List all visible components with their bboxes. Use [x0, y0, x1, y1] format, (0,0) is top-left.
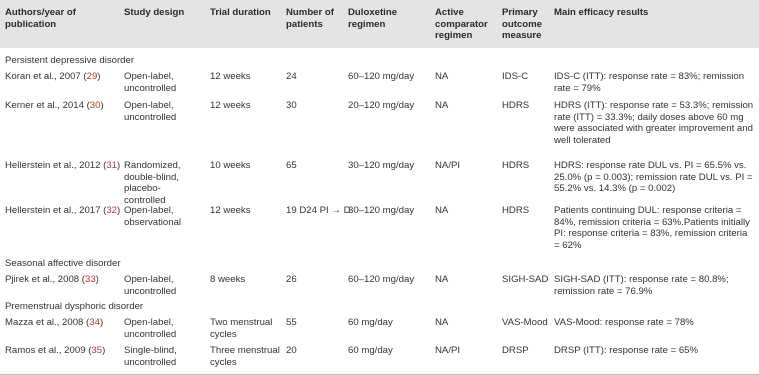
- author-close: ): [117, 160, 121, 171]
- author-cell: [5, 317, 123, 329]
- author-text: Kerner et al., 2014 (: [5, 100, 90, 111]
- reference-link[interactable]: 31: [106, 160, 117, 171]
- reference-link[interactable]: 33: [85, 274, 96, 285]
- comparator-cell: NA/PI: [435, 345, 461, 356]
- reference-link[interactable]: 35: [91, 345, 103, 356]
- design-cell: Open-label, uncontrolled: [124, 100, 177, 123]
- comparator-cell: NA: [435, 71, 449, 82]
- results-cell: Patients continuing DUL: response criteria = 84%, remission criteria = 63%.Patients initially PI: response criteria = 83%, remission criteria = 62%: [554, 205, 750, 251]
- author-text: Hellerstein et al., 2017 (: [5, 205, 107, 216]
- regimen-cell: 20–120 mg/day: [348, 100, 415, 111]
- outcome-cell: DRSP: [502, 345, 529, 356]
- patients-cell: 30: [286, 100, 297, 111]
- regimen-cell: 30–120 mg/day: [348, 205, 415, 216]
- author-text: Pjirek et al., 2008 (: [5, 274, 85, 285]
- author-text: Koran et al., 2007 (: [5, 71, 87, 82]
- outcome-cell: SIGH-SAD: [502, 274, 549, 285]
- patients-cell: 65: [286, 160, 297, 171]
- patients-cell: 55: [286, 317, 297, 328]
- author-cell: [5, 345, 123, 357]
- outcome-cell: HDRS: [502, 100, 530, 111]
- author-close: ): [100, 100, 104, 111]
- duration-cell: 12 weeks: [210, 205, 251, 216]
- author-cell: [5, 71, 123, 83]
- design-cell: Open-label, uncontrolled: [124, 71, 177, 94]
- outcome-cell: VAS-Mood: [502, 317, 548, 328]
- duration-cell: 12 weeks: [210, 71, 251, 82]
- reference-link[interactable]: 30: [89, 100, 101, 111]
- regimen-cell: 30–120 mg/day: [348, 160, 415, 171]
- design-cell: Randomized, double-blind, placebo-controlled: [124, 160, 181, 206]
- author-cell: [5, 160, 123, 172]
- author-text: Mazza et al., 2008 (: [5, 317, 90, 328]
- comparator-cell: NA: [435, 274, 449, 285]
- section-persistent-depressive: Persistent depressive disorder: [5, 55, 135, 66]
- duration-cell: 10 weeks: [210, 160, 251, 171]
- header-patients: Number of patients: [286, 7, 334, 30]
- duration-cell: Two menstrual cycles: [210, 317, 273, 340]
- header-results: Main efficacy results: [554, 7, 649, 18]
- reference-link[interactable]: 29: [86, 71, 98, 82]
- results-cell: VAS-Mood: response rate = 78%: [554, 317, 694, 328]
- author-cell: [5, 274, 123, 286]
- author-cell: [5, 100, 123, 112]
- header-design: Study design: [124, 7, 185, 18]
- comparator-cell: NA: [435, 100, 449, 111]
- duration-cell: Three menstrual cycles: [210, 345, 280, 368]
- header-outcome: Primary outcome measure: [502, 7, 542, 41]
- reference-link[interactable]: 34: [89, 317, 100, 328]
- duration-cell: 8 weeks: [210, 274, 246, 285]
- duration-cell: 12 weeks: [210, 100, 251, 111]
- section-seasonal-affective: Seasonal affective disorder: [5, 258, 121, 269]
- table-header: [0, 0, 759, 48]
- design-cell: Single-blind, uncontrolled: [124, 345, 177, 368]
- author-cell: [5, 205, 123, 217]
- results-cell: HDRS (ITT): response rate = 53.3%; remission rate (ITT) = 33.3%; daily doses above 60 mg were associated with greater improvement and well tolerated: [554, 100, 754, 146]
- regimen-cell: 60 mg/day: [348, 345, 393, 356]
- header-comparator: Active comparator regimen: [435, 7, 488, 41]
- author-close: ): [117, 205, 121, 216]
- comparator-cell: NA: [435, 317, 449, 328]
- author-close: ): [99, 317, 104, 328]
- results-cell: DRSP (ITT): response rate = 65%: [554, 345, 699, 356]
- author-close: ): [102, 345, 106, 356]
- patients-cell: 19 D24 PI → D: [286, 205, 351, 216]
- design-cell: Open-label, uncontrolled: [124, 317, 177, 340]
- author-text: Hellerstein et al., 2012 (: [5, 160, 107, 171]
- comparator-cell: NA/PI: [435, 160, 461, 171]
- results-cell: IDS-C (ITT): response rate = 83%; remission rate = 79%: [554, 71, 745, 94]
- reference-link[interactable]: 32: [106, 205, 117, 216]
- regimen-cell: 60 mg/day: [348, 317, 393, 328]
- author-close: ): [95, 274, 99, 285]
- results-cell: SIGH-SAD (ITT): response rate = 80.8%; remission rate = 76.9%: [554, 274, 729, 297]
- design-cell: Open-label, uncontrolled: [124, 274, 177, 297]
- outcome-cell: HDRS: [502, 160, 530, 171]
- patients-cell: 26: [286, 274, 297, 285]
- comparator-cell: NA: [435, 205, 449, 216]
- design-cell: Open-label, observational: [124, 205, 182, 228]
- patients-cell: 24: [286, 71, 297, 82]
- regimen-cell: 60–120 mg/day: [348, 274, 415, 285]
- outcome-cell: IDS-C: [502, 71, 529, 82]
- section-premenstrual-dysphoric: Premenstrual dysphoric disorder: [5, 301, 144, 312]
- patients-cell: 20: [286, 345, 297, 356]
- header-duration: Trial duration: [210, 7, 271, 18]
- author-close: ): [97, 71, 101, 82]
- results-cell: HDRS: response rate DUL vs. PI = 65.5% vs. 25.0% (p = 0.003); remission rate DUL vs. PI = 55.2% vs. 14.3% (p = 0.002): [554, 160, 753, 194]
- header-authors: Authors/year of publication: [5, 7, 76, 30]
- author-text: Ramos et al., 2009 (: [5, 345, 92, 356]
- outcome-cell: HDRS: [502, 205, 530, 216]
- regimen-cell: 60–120 mg/day: [348, 71, 415, 82]
- header-regimen: Duloxetine regimen: [348, 7, 398, 30]
